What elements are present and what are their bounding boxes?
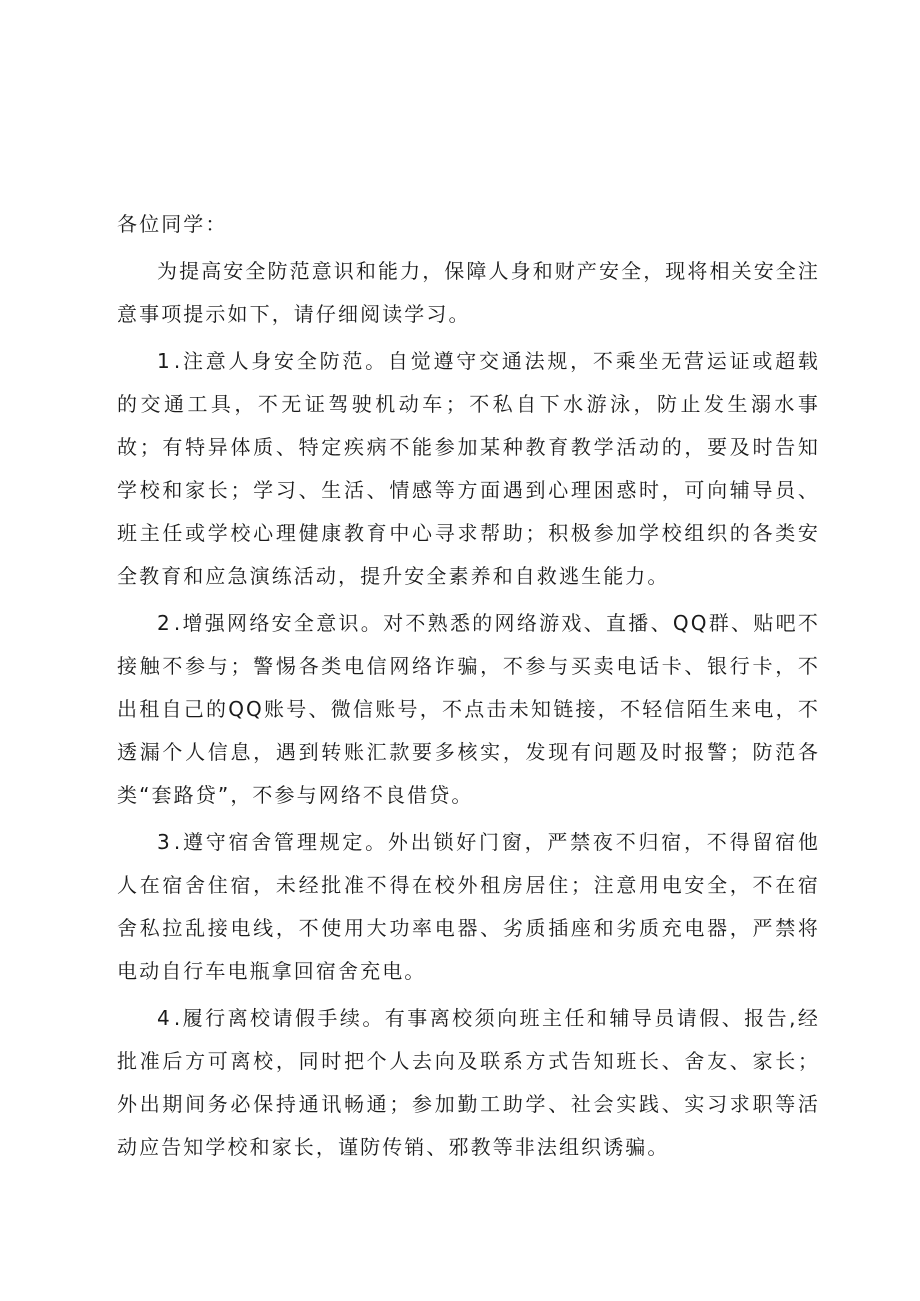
item-4-number: 4 xyxy=(157,1006,172,1030)
salutation: 各位同学： xyxy=(117,212,228,236)
item-1-text: .注意人身安全防范。自觉遵守交通法规，不乘坐无营运证或超载的交通工具，不无证驾驶机动车；不私自下水游泳，防止发生溺水事故；有特异体质、特定疾病不能参加某种教育教学活动的，要及时告知学校和家长；学习、生活、情感等方面遇到心理困惑时，可向辅导员、班主任或学校心理健康教育中心寻求帮助；积极参加学校组织的各类安全教育和应急演练活动，提升安全素养和自救逃生能力。 xyxy=(117,349,820,588)
item-3-text: .遵守宿舍管理规定。外出锁好门窗，严禁夜不归宿，不得留宿他人在宿舍住宿，未经批准不得在校外租房居住；注意用电安全，不在宿舍私拉乱接电线，不使用大功率电器、劣质插座和劣质充电器，严禁将电动自行车电瓶拿回宿舍充电。 xyxy=(117,830,820,983)
item-4-text: .履行离校请假手续。有事离校须向班主任和辅导员请假、报告,经批准后方可离校，同时把个人去向及联系方式告知班长、舍友、家长；外出期间务必保持通讯畅通；参加勤工助学、社会实践、实习求职等活动应告知学校和家长，谨防传销、邪教等非法组织诱骗。 xyxy=(117,1006,820,1159)
item-4-paragraph xyxy=(117,997,820,1169)
item-2-number: 2 xyxy=(157,611,172,635)
item-2-paragraph xyxy=(117,602,820,817)
item-3-number: 3 xyxy=(157,830,172,854)
document-body xyxy=(117,203,820,1173)
intro-paragraph: 为提高安全防范意识和能力，保障人身和财产安全，现将相关安全注意事项提示如下，请仔细阅读学习。 xyxy=(117,259,820,326)
item-3-paragraph xyxy=(117,821,820,993)
item-1-paragraph xyxy=(117,340,820,598)
item-1-number: 1 xyxy=(157,349,172,373)
item-2-text: .增强网络安全意识。对不熟悉的网络游戏、直播、QQ群、贴吧不接触不参与；警惕各类电信网络诈骗，不参与买卖电话卡、银行卡，不出租自己的QQ账号、微信账号，不点击未知链接，不轻信陌生来电，不透漏个人信息，遇到转账汇款要多核实，发现有问题及时报警；防范各类“套路贷”，不参与网络不良借贷。 xyxy=(117,611,820,807)
